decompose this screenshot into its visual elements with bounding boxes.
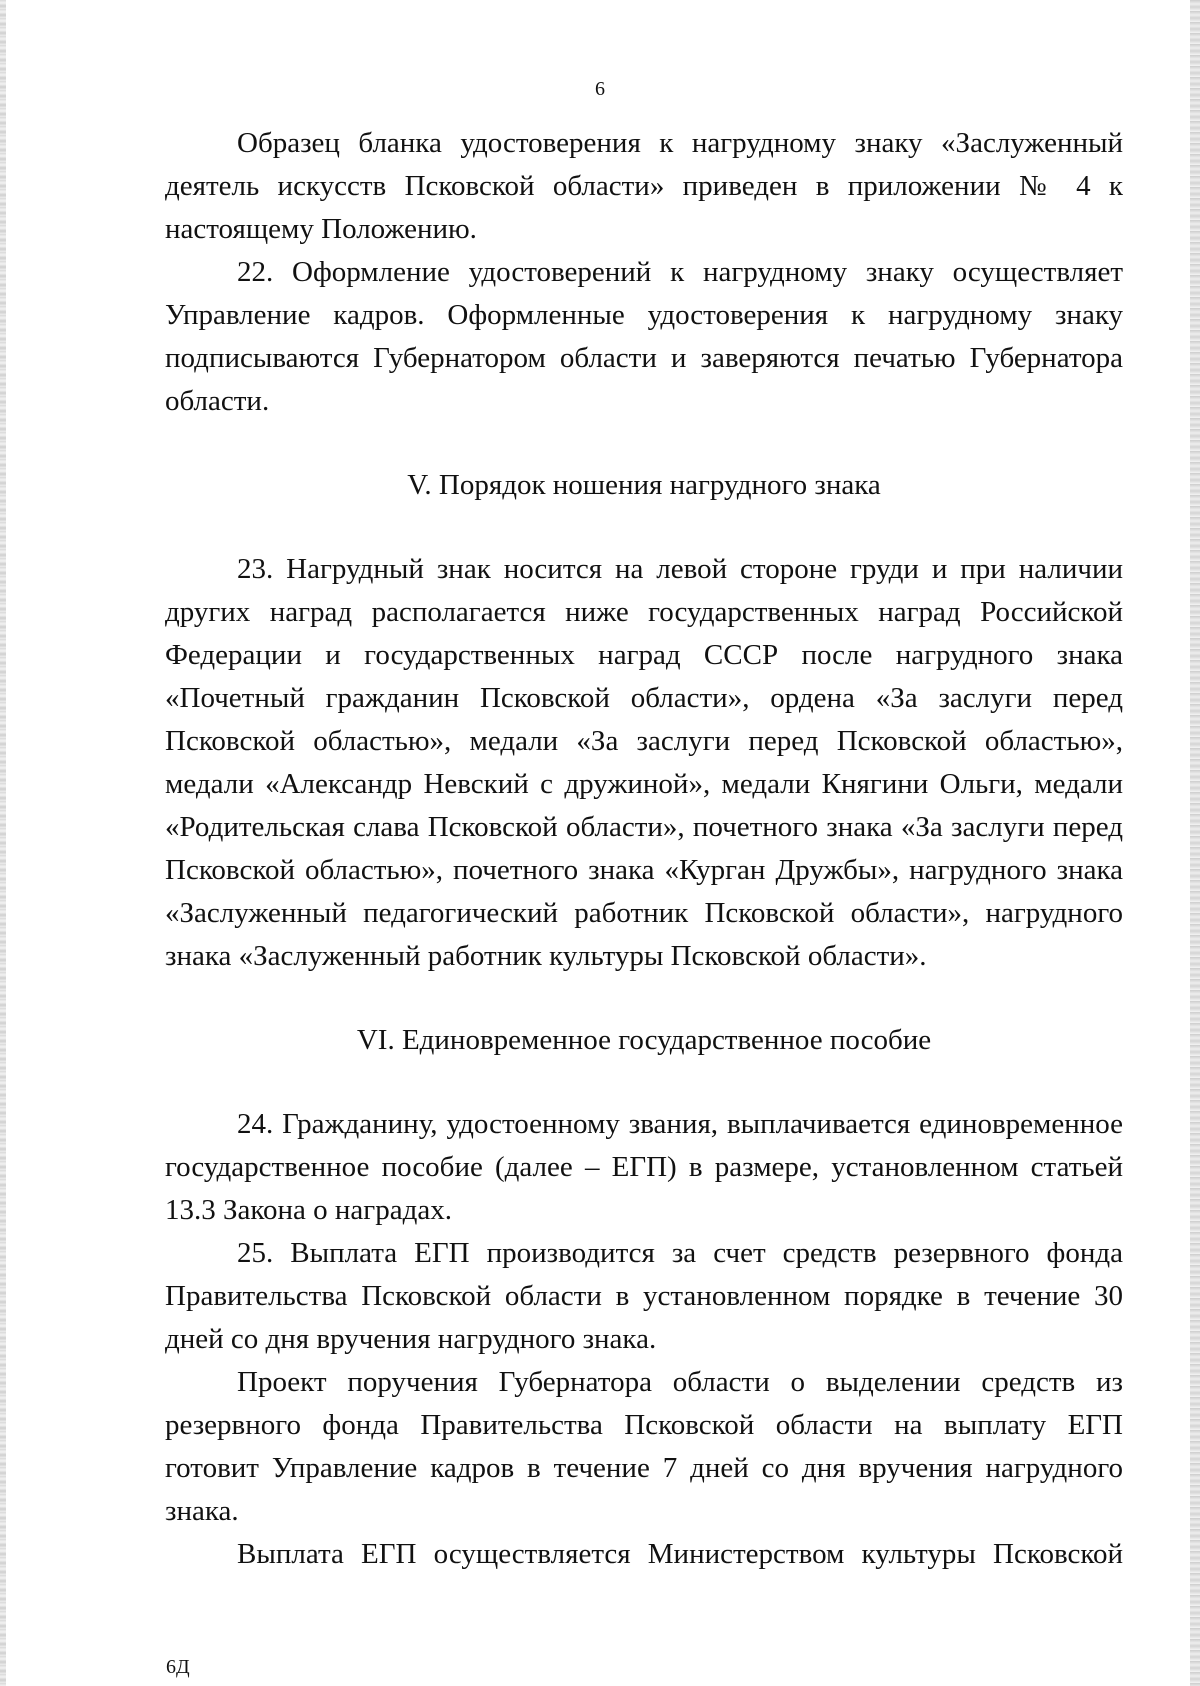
spacer (165, 1062, 1123, 1103)
scan-edge-right (1190, 0, 1200, 1686)
paragraph-sample-form: Образец бланка удостоверения к нагрудному знаку «Заслуженный деятель искусств Псковской области» приведен в приложении № 4 к настоящему Положению. (165, 127, 1123, 245)
document-body (165, 122, 1123, 1576)
scan-edge-left (0, 0, 6, 1686)
footer-code: 6Д (166, 1656, 190, 1678)
section-heading-vi: VI. Единовременное государственное пособие (356, 1024, 932, 1056)
section-heading-v: V. Порядок ношения нагрудного знака (407, 469, 881, 501)
paragraph-23: 23. Нагрудный знак носится на левой стороне груди и при наличии других наград располагается ниже государственных наград Российской Федерации и государственных наград СССР после нагрудного знака «Почетный гражданин Псковской области», ордена «За заслуги перед Псковской областью», медали «За заслуги перед Псковской областью», медали «Александр Невский с дружиной», медали Княгини Ольги, медали «Родительская слава Псковской области», почетного знака «За заслуги перед Псковской областью», почетного знака «Курган Дружбы», нагрудного знака «Заслуженный педагогический работник Псковской области», нагрудного знака «Заслуженный работник культуры Псковской области». (165, 553, 1123, 972)
spacer (165, 423, 1123, 464)
paragraph-project: Проект поручения Губернатора области о выделении средств из резервного фонда Правительства Псковской области на выплату ЕГП готовит Управление кадров в течение 7 дней со дня вручения нагрудного знака. (165, 1366, 1123, 1527)
spacer (165, 978, 1123, 1019)
paragraph-payment: Выплата ЕГП осуществляется Министерством культуры Псковской (237, 1538, 1123, 1570)
paragraph-22: 22. Оформление удостоверений к нагрудному знаку осуществляет Управление кадров. Оформленные удостоверения к нагрудному знаку подписываются Губернатором области и заверяются печатью Губернатора области. (165, 256, 1123, 417)
paragraph-24: 24. Гражданину, удостоенному звания, выплачивается единовременное государственное пособие (далее – ЕГП) в размере, установленном статьей 13.3 Закона о наградах. (165, 1108, 1123, 1226)
page-number: 6 (595, 78, 605, 100)
spacer (165, 507, 1123, 548)
paragraph-25: 25. Выплата ЕГП производится за счет средств резервного фонда Правительства Псковской области в установленном порядке в течение 30 дней со дня вручения нагрудного знака. (165, 1237, 1123, 1355)
